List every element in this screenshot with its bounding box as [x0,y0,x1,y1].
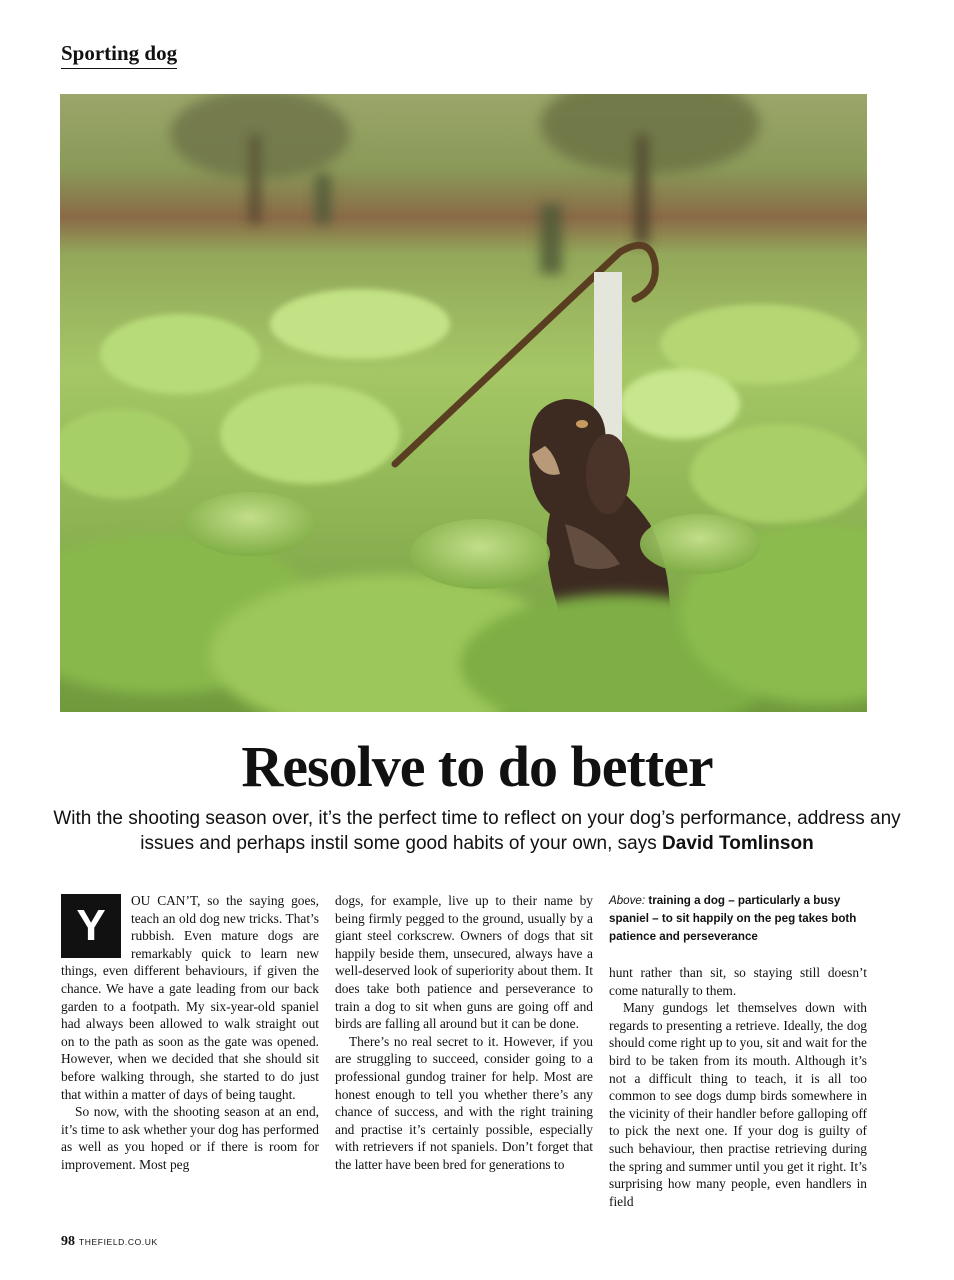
standfirst [50,806,904,856]
website-link[interactable]: THEFIELD.CO.UK [79,1237,158,1247]
body-column-3 [609,892,867,1210]
body-paragraph: Many gundogs let themselves down with regards to presenting a retrieve. Ideally, the dog should come right up to you, sit and wait for the bird to be taken from its mouth. Although it’s not a difficult thing to teach, it is all too common to see dogs dump birds somewhere in the vicinity of their handler before galloping off to pick the next one. If your dog is guilty of such behaviour, then practise retrieving during the spring and summer until you get it right. It’s surprising how many people, even handlers in field [609,1000,867,1209]
author-byline: David Tomlinson [662,833,814,854]
body-column-2 [335,892,593,1174]
page-footer [61,1232,158,1250]
body-paragraph: So now, with the shooting season at an end, it’s time to ask whether your dog has performed as well as you hoped or if there is room for improvement. Most peg [61,1104,319,1172]
photo-spaniel-in-field [60,94,867,712]
body-paragraph: dogs, for example, live up to their name by being firmly pegged to the ground, usually by a giant steel corkscrew. Owners of dogs that sit happily beside them, unsecured, always have a well-deserved look of superiority about them. It does take both patience and perseverance to train a dog to sit when guns are going off and birds are falling all around but it can be done. [335,893,593,1032]
caption-label: Above: [609,894,646,907]
body-paragraph: There’s no real secret to it. However, if you are struggling to succeed, consider going to a professional gundog trainer for help. Most are honest enough to tell you whether there’s any chance of success, and with the right training and practise it’s certainly possible, especially with retrievers if not spaniels. Don’t forget that the latter have been bred for generations to [335,1033,593,1172]
body-paragraph: hunt rather than sit, so staying still doesn’t come naturally to them. [609,965,867,998]
body-paragraph: OU CAN’T, so the saying goes, teach an old dog new tricks. That’s rubbish. Even mature dogs are remarkably quick to learn new things, even different behaviours, if given the chance. We have a gate leading from our back garden to a footpath. My six-year-old spaniel had always been allowed to walk straight out on to the path as soon as the gate was opened. However, when we decided that she should sit before walking through, she started to do just that within a matter of days of being taught. [61,893,319,1102]
photo-caption [609,892,867,946]
section-label: Sporting dog [61,40,177,69]
page-number: 98 [61,1234,75,1249]
body-column-1 [61,892,319,1174]
caption-text: training a dog – particularly a busy spaniel – to sit happily on the peg takes both patience and perseverance [609,894,857,943]
headline: Resolve to do better [241,734,713,799]
standfirst-text: With the shooting season over, it’s the perfect time to reflect on your dog’s performance, address any issues and perhaps instil some good habits of your own, says [53,808,901,854]
dropcap: Y [61,894,121,958]
